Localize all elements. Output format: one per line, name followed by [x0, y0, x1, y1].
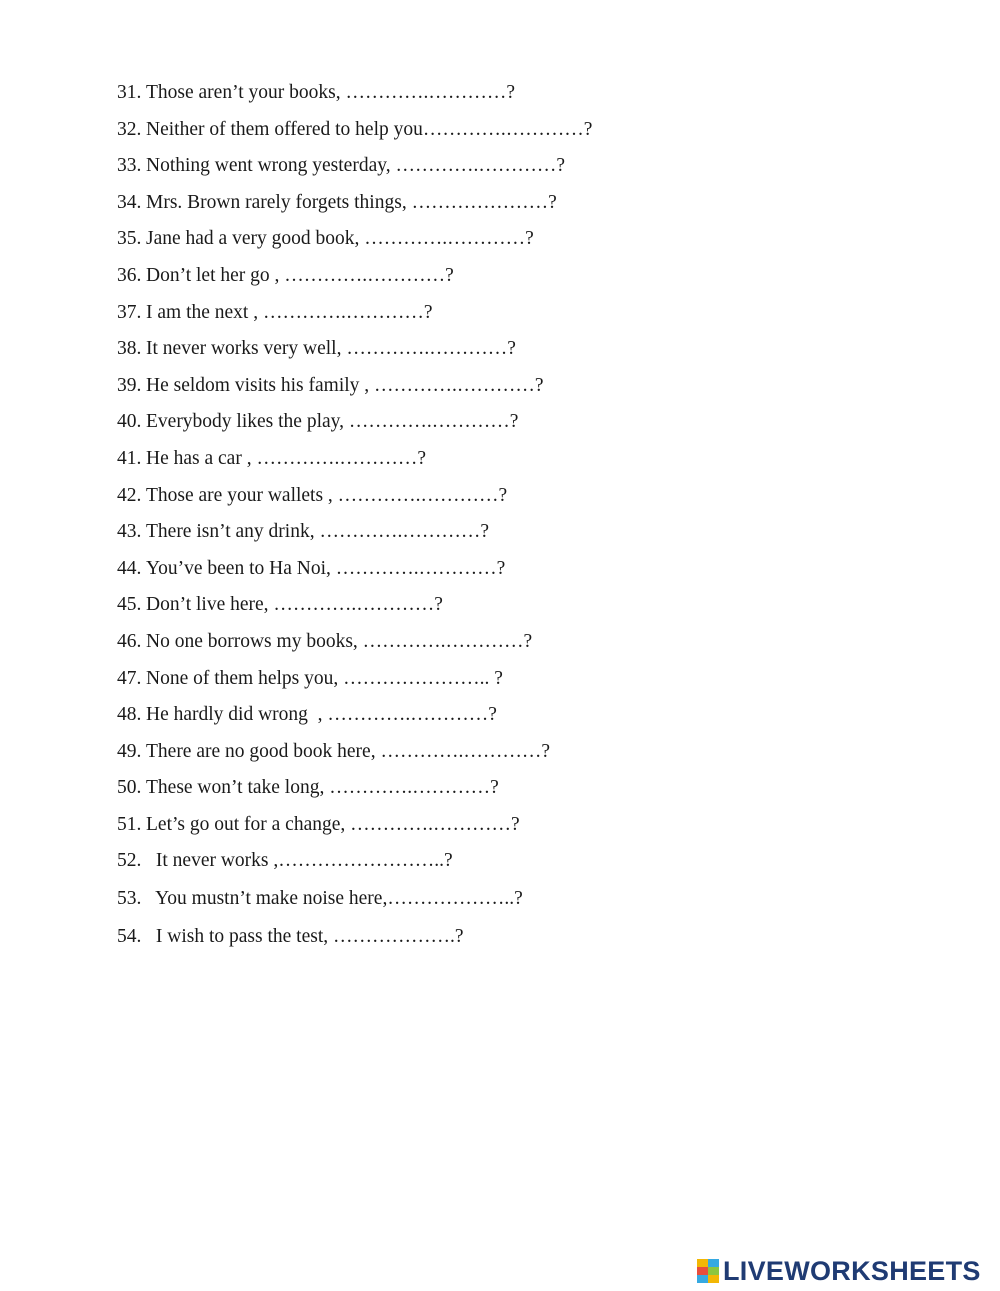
question-text: It never works ,……………………..? — [151, 850, 453, 872]
question-item — [117, 627, 592, 664]
question-item — [117, 922, 592, 959]
question-item — [117, 664, 592, 701]
question-text: Don’t live here, ………….…………? — [146, 594, 443, 616]
logo-mark-icon — [697, 1259, 719, 1283]
question-text: You mustn’t make noise here,………………..? — [151, 888, 523, 910]
question-number: 53. — [117, 888, 142, 910]
question-number: 44. — [117, 557, 142, 579]
question-item — [117, 737, 592, 774]
question-number: 42. — [117, 484, 142, 506]
question-number: 50. — [117, 777, 142, 799]
question-item — [117, 590, 592, 627]
question-number: 33. — [117, 155, 142, 177]
question-item — [117, 188, 592, 225]
question-text: I wish to pass the test, ……………….? — [151, 925, 464, 947]
question-item — [117, 700, 592, 737]
question-number: 52. — [117, 850, 142, 872]
question-number: 37. — [117, 301, 142, 323]
question-list — [117, 78, 592, 958]
question-text: Mrs. Brown rarely forgets things, …………………? — [146, 191, 557, 213]
question-number: 47. — [117, 667, 142, 689]
question-item — [117, 224, 592, 261]
question-item — [117, 407, 592, 444]
question-number: 39. — [117, 374, 142, 396]
question-item — [117, 884, 592, 921]
question-item — [117, 773, 592, 810]
question-number: 43. — [117, 521, 142, 543]
question-number: 40. — [117, 411, 142, 433]
question-text: He has a car , ………….…………? — [146, 447, 426, 469]
question-number: 49. — [117, 740, 142, 762]
question-text: Neither of them offered to help you………….…………? — [146, 118, 593, 140]
question-item — [117, 481, 592, 518]
question-text: Let’s go out for a change, ………….…………? — [146, 813, 520, 835]
question-number: 36. — [117, 264, 142, 286]
question-item — [117, 810, 592, 847]
logo-text: LIVEWORKSHEETS — [723, 1255, 981, 1286]
question-text: Those aren’t your books, ………….…………? — [146, 82, 516, 103]
question-text: Don’t let her go , ………….…………? — [146, 264, 454, 286]
question-text: It never works very well, ………….…………? — [146, 338, 516, 360]
question-number: 35. — [117, 228, 142, 250]
question-text: None of them helps you, ………………….. ? — [146, 667, 503, 689]
question-item — [117, 298, 592, 335]
question-number: 31. — [117, 82, 142, 103]
question-number: 34. — [117, 191, 142, 213]
question-text: There are no good book here, ………….…………? — [146, 740, 550, 762]
question-item — [117, 261, 592, 298]
question-text: Jane had a very good book, ………….…………? — [146, 228, 534, 250]
question-number: 41. — [117, 447, 142, 469]
question-number: 32. — [117, 118, 142, 140]
question-item — [117, 371, 592, 408]
question-text: No one borrows my books, ………….…………? — [146, 630, 533, 652]
question-item — [117, 554, 592, 591]
question-text: I am the next , ………….…………? — [146, 301, 433, 323]
liveworksheets-logo — [697, 1256, 981, 1286]
question-number: 45. — [117, 594, 142, 616]
question-item — [117, 517, 592, 554]
question-text: There isn’t any drink, ………….…………? — [146, 521, 490, 543]
question-text: He seldom visits his family , ………….…………? — [146, 374, 544, 396]
question-item — [117, 334, 592, 371]
question-number: 38. — [117, 338, 142, 360]
question-number: 54. — [117, 925, 142, 947]
question-number: 48. — [117, 704, 142, 726]
question-text: Nothing went wrong yesterday, ………….…………? — [146, 155, 566, 177]
question-text: He hardly did wrong , ………….…………? — [146, 704, 497, 726]
question-text: You’ve been to Ha Noi, ………….…………? — [146, 557, 506, 579]
question-item — [117, 115, 592, 152]
question-item — [117, 444, 592, 481]
question-text: These won’t take long, ………….…………? — [146, 777, 499, 799]
question-text: Those are your wallets , ………….…………? — [146, 484, 508, 506]
question-item — [117, 151, 592, 188]
question-number: 46. — [117, 630, 142, 652]
question-item — [117, 78, 592, 115]
question-text: Everybody likes the play, ………….…………? — [146, 411, 519, 433]
question-item — [117, 846, 592, 883]
question-number: 51. — [117, 813, 142, 835]
